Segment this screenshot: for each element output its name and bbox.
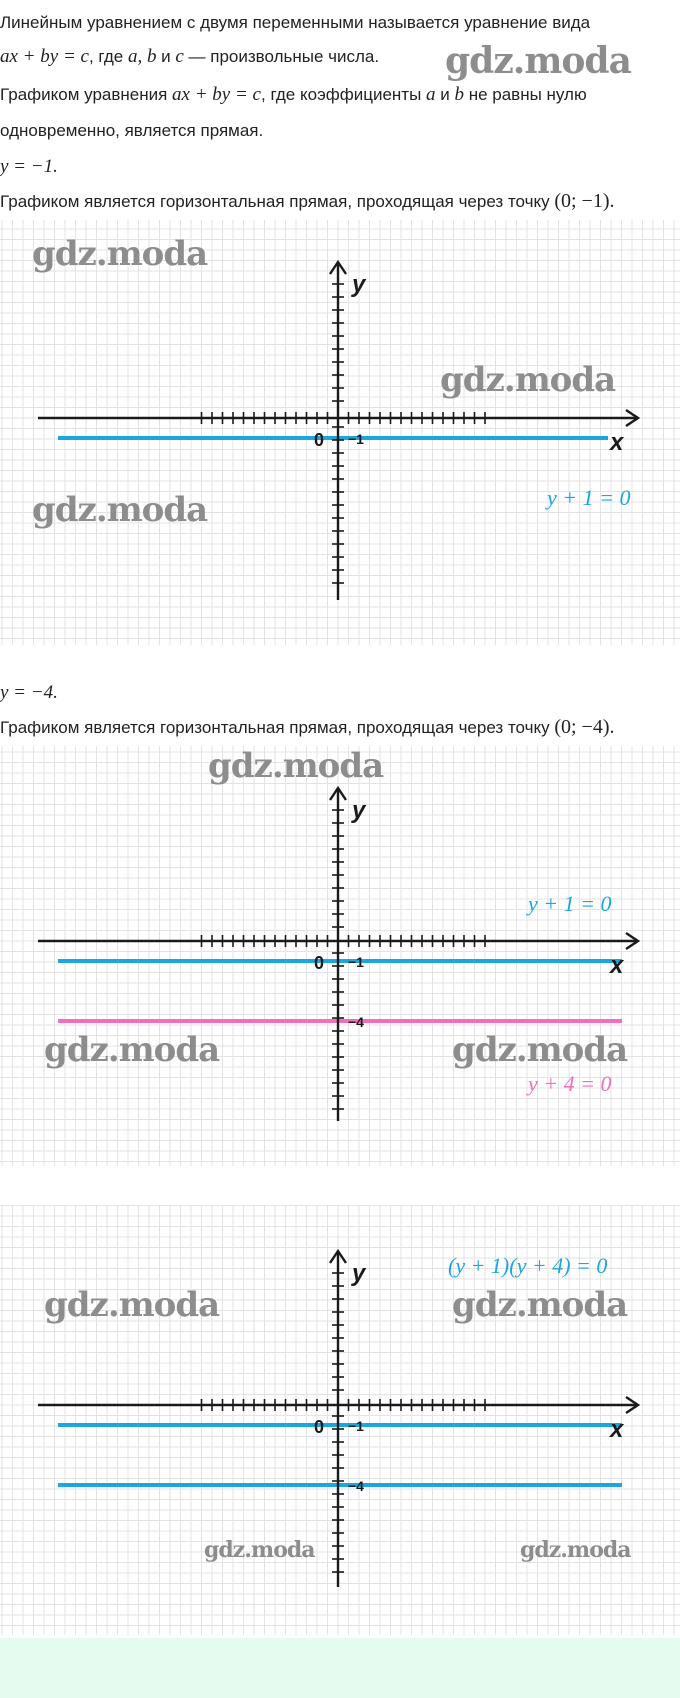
equation-y-minus-4	[0, 682, 58, 704]
linear-equation: ax + by = c	[0, 46, 89, 67]
line-equation-label: y + 4 = 0	[528, 1071, 612, 1096]
where-word: , где	[88, 47, 128, 66]
watermark-logo: gdz.moda	[452, 1285, 628, 1325]
y-tick-label-minus-4: −4	[348, 1014, 364, 1030]
graph-equation: ax + by = c	[172, 84, 261, 105]
origin-label: 0	[314, 1417, 325, 1437]
point-1: (0; −1).	[554, 190, 615, 212]
coef-b: b	[454, 84, 464, 105]
var-c: c	[175, 46, 184, 67]
watermark-logo: gdz.moda	[32, 234, 208, 274]
y-tick-label-minus-4: −4	[348, 1478, 364, 1494]
graph-2-svg	[0, 746, 680, 1166]
origin-label: 0	[314, 430, 325, 450]
definition-text: Линейным уравнением с двумя переменными называется уравнение вида	[0, 13, 591, 32]
watermark-logo: gdz.moda	[44, 1030, 220, 1070]
graph-3-svg	[0, 1205, 680, 1635]
line-equation-label: y + 1 = 0	[528, 891, 612, 916]
watermark-logo: gdz.moda	[520, 1537, 631, 1563]
watermark-logo: gdz.moda	[452, 1030, 628, 1070]
watermark-logo: gdz.moda	[445, 40, 631, 82]
graph-2	[0, 746, 680, 1166]
y-axis-label: y	[352, 797, 366, 824]
graph-3	[0, 1205, 680, 1635]
product-equation-label: (y + 1)(y + 4) = 0	[448, 1253, 608, 1278]
bottom-band	[0, 1638, 680, 1698]
point-2: (0; −4).	[554, 716, 615, 738]
graph-1	[0, 220, 680, 645]
watermark-logo: gdz.moda	[204, 1537, 315, 1563]
y-axis-label: y	[352, 271, 366, 298]
watermark-logo: gdz.moda	[208, 746, 384, 786]
graph-definition-line-2: одновременно, является прямая.	[0, 121, 264, 140]
y-axis-label: y	[352, 1260, 366, 1287]
watermark-logo: gdz.moda	[44, 1285, 220, 1325]
grid	[0, 746, 680, 1166]
description-2-text: Графиком является горизонтальная прямая, проходящая через точку	[0, 718, 550, 737]
equation-1: y = −1.	[0, 156, 58, 177]
line-equation-label: y + 1 = 0	[547, 485, 631, 510]
description-1-text: Графиком является горизонтальная прямая, проходящая через точку	[0, 192, 550, 211]
description-2	[0, 716, 615, 739]
graph-and: и	[435, 85, 455, 104]
equation-2: y = −4.	[0, 682, 58, 703]
definition-line-2	[0, 46, 379, 68]
graph-definition-line-1	[0, 84, 587, 106]
description-1	[0, 190, 615, 213]
x-axis-label: x	[610, 1416, 624, 1443]
x-axis-label: x	[610, 429, 624, 456]
coef-a: a	[426, 84, 436, 105]
definition-line-1	[0, 12, 590, 34]
equation-y-minus-1	[0, 156, 58, 178]
graph-text-start: Графиком уравнения	[0, 85, 173, 104]
vars-ab: a, b	[127, 46, 157, 67]
arbitrary-numbers: — произвольные числа.	[183, 47, 380, 66]
watermark-logo: gdz.moda	[32, 490, 208, 530]
y-tick-label-minus-1: −1	[348, 954, 364, 970]
watermark-logo: gdz.moda	[440, 360, 616, 400]
graph-text-mid: , где коэффициенты	[261, 85, 427, 104]
y-tick-label-minus-1: −1	[348, 1418, 364, 1434]
graph-text-end: не равны нулю	[463, 85, 587, 104]
origin-label: 0	[314, 953, 325, 973]
x-axis-label: x	[610, 952, 624, 979]
graph-1-svg	[0, 220, 680, 645]
y-tick-label-minus-1: −1	[348, 431, 364, 447]
and-word: и	[156, 47, 176, 66]
